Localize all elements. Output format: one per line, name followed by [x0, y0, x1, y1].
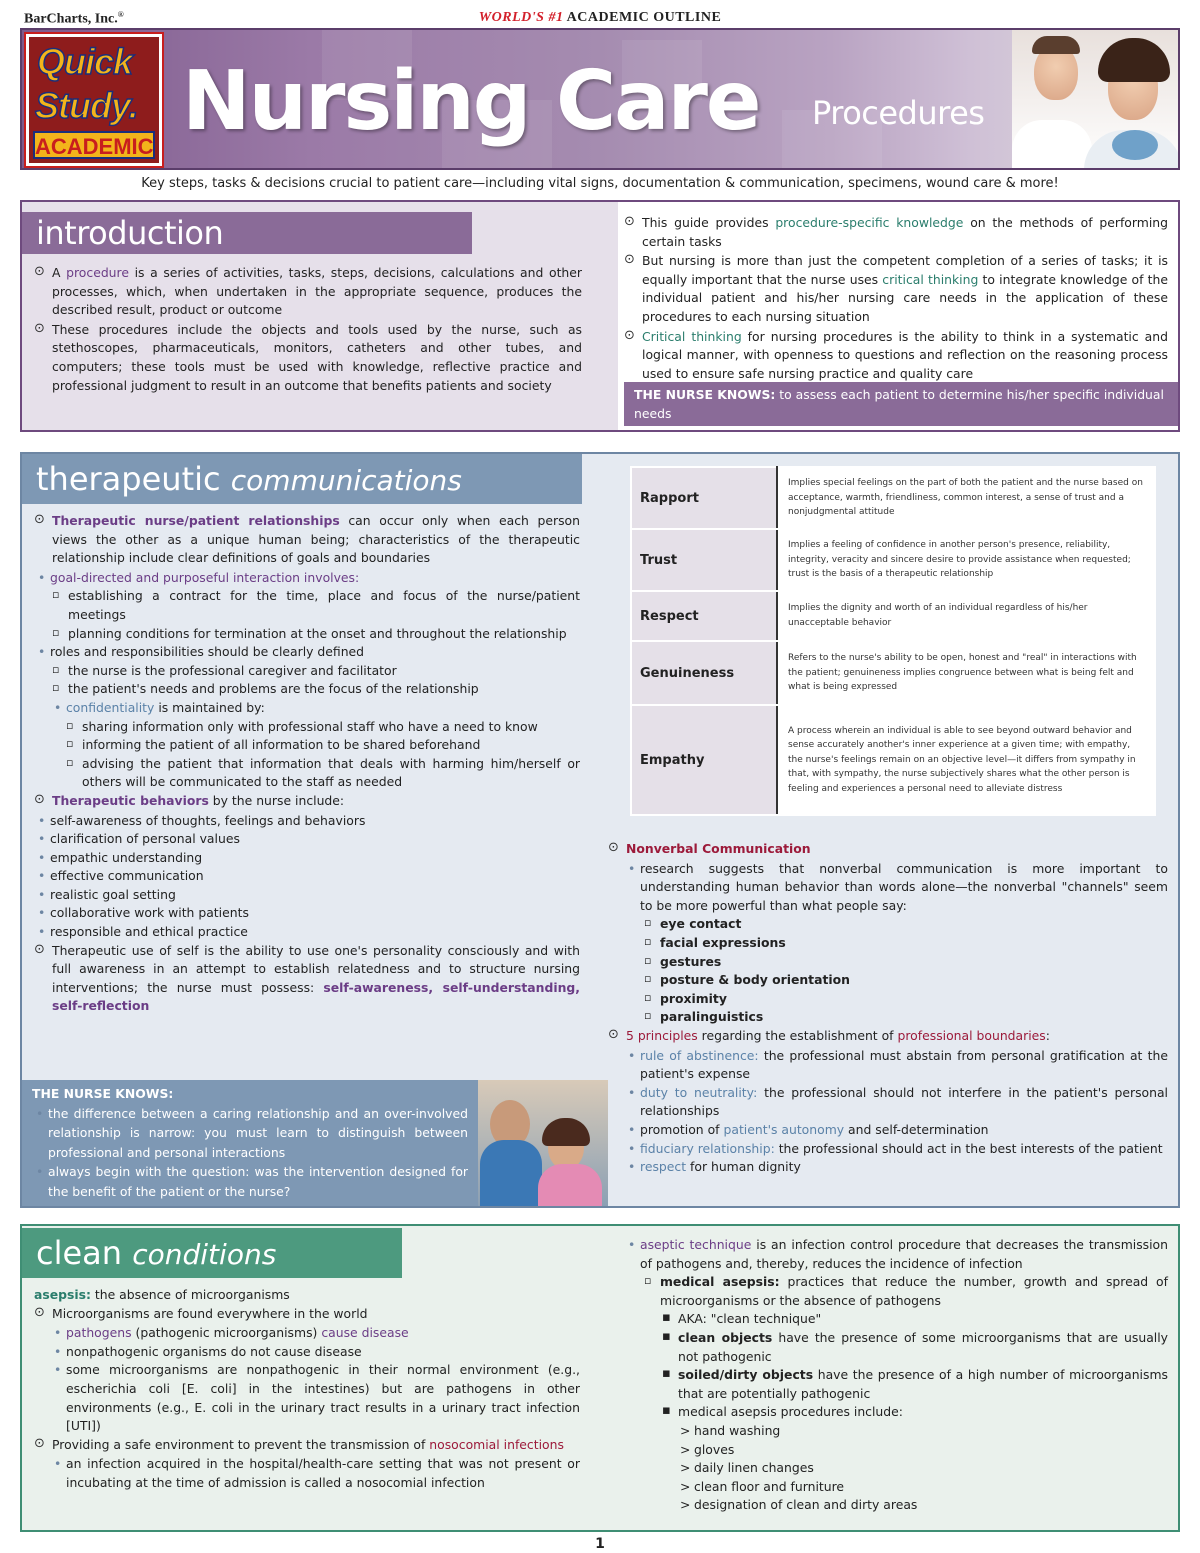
title-banner	[20, 28, 1180, 170]
channel-item: ▫ paralinguistics	[642, 1008, 1168, 1027]
clean-sub: • aseptic technique is an infection control procedure that decreases the transmission of pathogens and, thereby, reduces the incidence of infection	[624, 1236, 1168, 1273]
clean-sub: • some microorganisms are nonpathogenic in their normal environment (e.g., escherichia coli [E. coli] in the intestines) but are pathogens in other environments (e.g., E. coli in the urinary tract results in a urinary tract infection [UTI])	[50, 1361, 580, 1435]
ther-sub2: ▫ the patient's needs and problems are the focus of the relationship	[50, 680, 580, 699]
clean-sub3: ▪ medical asepsis procedures include:	[660, 1403, 1168, 1422]
clean-sub2: ▫ medical asepsis: practices that reduce the number, growth and spread of microorganisms or the absence of pathogens	[642, 1273, 1168, 1310]
introduction-section	[20, 200, 1180, 432]
procedure-item: > clean floor and furniture	[678, 1478, 1168, 1497]
top-line	[24, 10, 1176, 30]
principle-item: • duty to neutrality: the professional should not interfere in the patient's personal relationships	[624, 1084, 1168, 1121]
clean-sub: • nonpathogenic organisms do not cause disease	[50, 1343, 580, 1362]
ther-sub: • confidentiality is maintained by:	[50, 699, 580, 718]
ther-sub2: ▫ sharing information only with professional staff who have a need to know	[64, 718, 580, 737]
clean-conditions-section	[20, 1224, 1180, 1532]
principle-item: • fiduciary relationship: the professional should act in the best interests of the patient	[624, 1140, 1168, 1159]
channel-item: ▫ proximity	[642, 990, 1168, 1009]
behavior-item: • effective communication	[34, 867, 580, 886]
intro-bullet: ⊙ But nursing is more than just the competent completion of a series of tasks; it is equally important that the nurse uses critical thinking to integrate knowledge of the individual patient and his/her nursing care needs in the application of these procedures to each nursing situation	[624, 252, 1168, 326]
nurse-knows-box: THE NURSE KNOWS: • the difference between a caring relationship and an over-involved relationship is narrow: you must learn to distinguish between professional and personal interactions • always begin with the question: was the intervention designed for the benefit of the patient or the nurse?	[22, 1080, 478, 1206]
table-cell-term: Rapport	[631, 467, 777, 529]
ther-bullet: ⊙ Therapeutic nurse/patient relationships can occur only when each person views the other as a unique human being; characteristics of the therapeutic relationship include clear definitions of goals and boundaries	[34, 512, 580, 568]
table-cell-definition: Implies the dignity and worth of an individual regardless of his/her unacceptable behavior	[777, 591, 1155, 641]
table-cell-definition: A process wherein an individual is able to see beyond outward behavior and sense accurately another's inner experience at a given time; with empathy, the nurse's feelings remain on an objective level—it differs from sympathy in that, with sympathy, the nurse subjectively shares what the other person is feeling and experiences a personal need to alleviate distress	[777, 705, 1155, 815]
nonverbal-text: • research suggests that nonverbal communication is more important to understanding human behavior than words alone—the nonverbal "channels" seem to be more powerful than what people say:	[624, 860, 1168, 916]
behavior-item: • realistic goal setting	[34, 886, 580, 905]
ther-sub2: ▫ advising the patient that information that deals with harming him/herself or others will be communicated to the staff as needed	[64, 755, 580, 792]
clean-sub: • an infection acquired in the hospital/health-care setting that was not present or incubating at the time of admission is called a nosocomial infection	[50, 1455, 580, 1492]
quickstudy-logo: Quick Study. ACADEMIC	[26, 34, 162, 166]
publisher-name: BarCharts, Inc.®	[24, 10, 124, 27]
guide-tagline: Key steps, tasks & decisions crucial to patient care—including vital signs, documentation & communication, specimens, wound care & more!	[141, 176, 1059, 191]
intro-bullet: ⊙ These procedures include the objects and tools used by the nurse, such as stethoscopes, pharmaceuticals, monitors, catheters and other tubes, and computers; these tools must be used with knowledge, reflective practice and professional judgment to result in an outcome that benefits patients and society	[34, 321, 582, 395]
nurse-knows-box: THE NURSE KNOWS: to assess each patient to determine his/her specific individual needs	[624, 382, 1178, 426]
page-number: 1	[595, 1536, 605, 1552]
clean-heading: clean conditions	[22, 1228, 402, 1278]
therapeutic-communications-section	[20, 452, 1180, 1208]
table-cell-term: Empathy	[631, 705, 777, 815]
principle-item: • rule of abstinence: the professional must abstain from personal gratification at the patient's expense	[624, 1047, 1168, 1084]
clean-bullet: ⊙ Microorganisms are found everywhere in the world	[34, 1305, 580, 1324]
table-cell-term: Trust	[631, 529, 777, 591]
table-cell-definition: Implies a feeling of confidence in another person's presence, reliability, integrity, veracity and sincere desire to provide assistance when requested; trust is the basis of a therapeutic relationship	[777, 529, 1155, 591]
channel-item: ▫ gestures	[642, 953, 1168, 972]
clean-sub3: ▪ clean objects have the presence of some microorganisms that are usually not pathogenic	[660, 1329, 1168, 1366]
principle-item: • respect for human dignity	[624, 1158, 1168, 1177]
ther-sub: • roles and responsibilities should be clearly defined	[34, 643, 580, 662]
procedure-item: > designation of clean and dirty areas	[678, 1496, 1168, 1515]
nurse-knows-item: • the difference between a caring relationship and an over-involved relationship is narrow: you must learn to distinguish between professional and personal interactions	[32, 1104, 468, 1163]
behavior-item: • clarification of personal values	[34, 830, 580, 849]
behavior-item: • collaborative work with patients	[34, 904, 580, 923]
nurse-knows-item: • always begin with the question: was the intervention designed for the benefit of the patient or the nurse?	[32, 1162, 468, 1201]
principle-item: • promotion of patient's autonomy and self-determination	[624, 1121, 1168, 1140]
channel-item: ▫ eye contact	[642, 915, 1168, 934]
table-cell-definition: Implies special feelings on the part of both the patient and the nurse based on acceptance, warmth, friendliness, common interest, a sense of trust and a nonjudgmental attitude	[777, 467, 1155, 529]
series-tagline: WORLD'S #1 ACADEMIC OUTLINE	[478, 10, 722, 25]
table-cell-term: Genuineness	[631, 641, 777, 705]
ther-sub2: ▫ establishing a contract for the time, place and focus of the nurse/patient meetings	[50, 587, 580, 624]
therapeutic-qualities-table	[630, 466, 1156, 816]
nurse-patient-photo	[478, 1080, 608, 1206]
intro-bullet: ⊙ This guide provides procedure-specific knowledge on the methods of performing certain tasks	[624, 214, 1168, 251]
nonverbal-heading: ⊙ Nonverbal Communication	[608, 840, 1168, 859]
channel-item: ▫ posture & body orientation	[642, 971, 1168, 990]
page-title: Nursing Care	[182, 54, 760, 149]
asepsis-definition: asepsis: the absence of microorganisms	[34, 1287, 290, 1302]
ther-sub2: ▫ informing the patient of all information to be shared beforehand	[64, 736, 580, 755]
boundaries-heading: ⊙ 5 principles regarding the establishment of professional boundaries:	[608, 1027, 1168, 1046]
ther-sub2: ▫ the nurse is the professional caregiver and facilitator	[50, 662, 580, 681]
introduction-heading: introduction	[22, 212, 472, 254]
procedure-item: > daily linen changes	[678, 1459, 1168, 1478]
ther-sub2: ▫ planning conditions for termination at the onset and throughout the relationship	[50, 625, 580, 644]
behavior-item: • empathic understanding	[34, 849, 580, 868]
table-cell-term: Respect	[631, 591, 777, 641]
channel-item: ▫ facial expressions	[642, 934, 1168, 953]
therapeutic-heading: therapeutic communications	[22, 454, 582, 504]
clean-sub3: ▪ AKA: "clean technique"	[660, 1310, 1168, 1329]
intro-bullet: ⊙ A procedure is a series of activities, tasks, steps, decisions, calculations and other processes, which, when undertaken in the appropriate sequence, produces the described result, product or outcome	[34, 264, 582, 320]
table-cell-definition: Refers to the nurse's ability to be open, honest and "real" in interactions with the patient; genuineness implies congruence between what is being felt and what is being expressed	[777, 641, 1155, 705]
behavior-item: • responsible and ethical practice	[34, 923, 580, 942]
clean-sub3: ▪ soiled/dirty objects have the presence of a high number of microorganisms that are potentially pathogenic	[660, 1366, 1168, 1403]
procedure-item: > hand washing	[678, 1422, 1168, 1441]
clean-sub: • pathogens (pathogenic microorganisms) cause disease	[50, 1324, 580, 1343]
doctors-photo	[1012, 30, 1180, 170]
page-subtitle: Procedures	[812, 94, 985, 132]
clean-bullet: ⊙ Providing a safe environment to prevent the transmission of nosocomial infections	[34, 1436, 580, 1455]
ther-bullet: ⊙ Therapeutic behaviors by the nurse include:	[34, 792, 580, 811]
behavior-item: • self-awareness of thoughts, feelings and behaviors	[34, 812, 580, 831]
ther-bullet: ⊙ Therapeutic use of self is the ability to use one's personality consciously and with full awareness in an attempt to establish relatedness and to structure nursing interventions; the nurse must possess: self-awareness, self-understanding, self-reflection	[34, 942, 580, 1016]
procedure-item: > gloves	[678, 1441, 1168, 1460]
intro-bullet: ⊙ Critical thinking for nursing procedures is the ability to think in a systematic and logical manner, with openness to questions and reflection on the reasoning process used to ensure safe nursing practice and quality care	[624, 328, 1168, 384]
ther-sub: • goal-directed and purposeful interaction involves:	[34, 569, 580, 588]
